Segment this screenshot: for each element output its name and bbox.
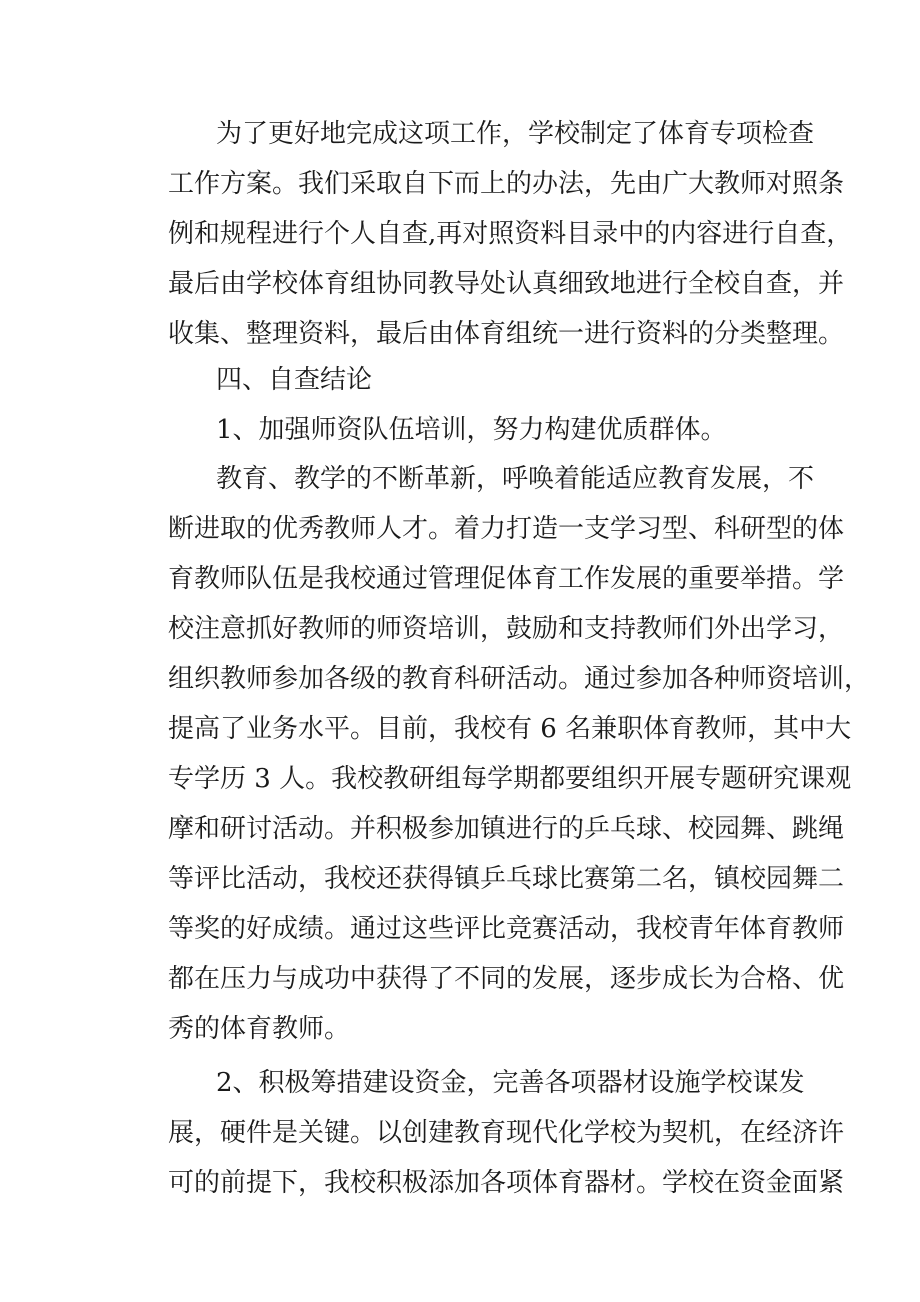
paragraph-line: 等评比活动，我校还获得镇乒乓球比赛第二名，镇校园舞二 <box>168 864 845 894</box>
paragraph-line: 都在压力与成功中获得了不同的发展，逐步成长为合格、优 <box>168 964 845 994</box>
paragraph-line: 最后由学校体育组协同教导处认真细致地进行全校自查，并 <box>168 269 845 299</box>
paragraph-line: 教育、教学的不断革新，呼唤着能适应教育发展，不 <box>216 464 815 494</box>
paragraph-line: 2、积极筹措建设资金，完善各项器材设施学校谋发 <box>216 1068 805 1098</box>
paragraph-line: 组织教师参加各级的教育科研活动。通过参加各种师资培训， <box>168 664 871 694</box>
paragraph-line: 校注意抓好教师的师资培训，鼓励和支持教师们外出学习， <box>168 614 845 644</box>
paragraph-line: 等奖的好成绩。通过这些评比竞赛活动，我校青年体育教师 <box>168 914 845 944</box>
paragraph-line: 专学历 3 人。我校教研组每学期都要组织开展专题研究课观 <box>168 764 852 794</box>
paragraph-line: 摩和研讨活动。并积极参加镇进行的乒乓球、校园舞、跳绳 <box>168 814 845 844</box>
paragraph-line: 展，硬件是关键。以创建教育现代化学校为契机，在经济许 <box>168 1118 845 1148</box>
paragraph-line: 育教师队伍是我校通过管理促体育工作发展的重要举措。学 <box>168 564 845 594</box>
section-heading: 四、自查结论 <box>216 365 373 395</box>
paragraph-line: 提高了业务水平。目前，我校有 6 名兼职体育教师，其中大 <box>168 714 852 744</box>
subsection-heading: 1、加强师资队伍培训，努力构建优质群体。 <box>216 415 727 445</box>
paragraph-line: 收集、整理资料，最后由体育组统一进行资料的分类整理。 <box>168 319 845 349</box>
paragraph-line: 工作方案。我们采取自下而上的办法，先由广大教师对照条 <box>168 169 845 199</box>
paragraph-line: 为了更好地完成这项工作，学校制定了体育专项检查 <box>216 119 815 149</box>
paragraph-line: 例和规程进行个人自查,再对照资料目录中的内容进行自查， <box>168 219 853 249</box>
paragraph-line: 断进取的优秀教师人才。着力打造一支学习型、科研型的体 <box>168 514 845 544</box>
paragraph-line: 秀的体育教师。 <box>168 1014 351 1044</box>
paragraph-line: 可的前提下，我校积极添加各项体育器材。学校在资金面紧 <box>168 1168 845 1198</box>
